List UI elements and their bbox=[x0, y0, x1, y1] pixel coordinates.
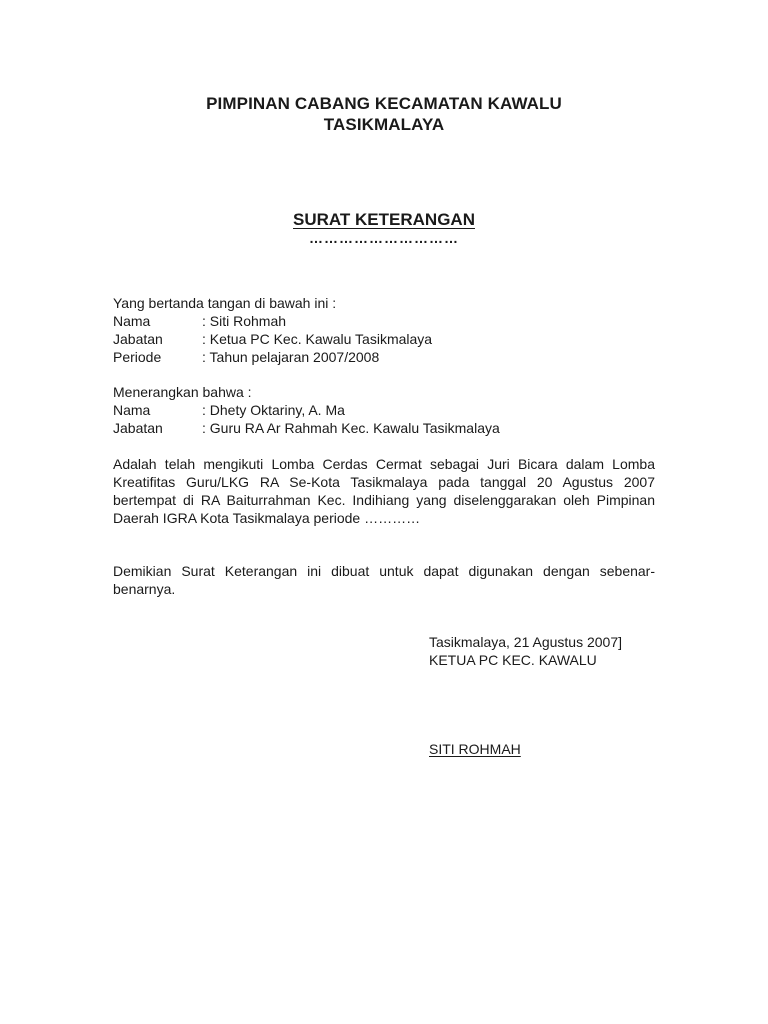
signature-place-date: Tasikmalaya, 21 Agustus 2007] bbox=[429, 634, 623, 650]
field-label: Nama bbox=[113, 313, 151, 329]
body-paragraph-1: Adalah telah mengikuti Lomba Cerdas Cermat sebagai Juri Bicara dalam Lomba Kreatifitas Guru/LKG RA Se-Kota Tasikmalaya pada tanggal 20 Agustus 2007 bertempat di RA Baiturrahman Kec. Indihiang yang diselenggarakan oleh Pimpinan Daerah IGRA Kota Tasikmalaya periode ………… bbox=[113, 456, 655, 526]
subject-position-row bbox=[113, 419, 500, 437]
field-label: Jabatan bbox=[113, 331, 163, 347]
explains-text: Menerangkan bahwa : bbox=[113, 384, 252, 400]
document-number-placeholder: ………………………… bbox=[309, 230, 459, 246]
signer-name-row bbox=[113, 312, 286, 330]
field-value: : Siti Rohmah bbox=[202, 313, 287, 329]
letterhead-line-1: PIMPINAN CABANG KECAMATAN KAWALU bbox=[206, 94, 562, 113]
field-label: Periode bbox=[113, 349, 162, 365]
letterhead-line-2: TASIKMALAYA bbox=[323, 115, 445, 134]
body-paragraph-2: Demikian Surat Keterangan ini dibuat untuk dapat digunakan dengan sebenar-benarnya. bbox=[113, 563, 655, 597]
field-value: : Guru RA Ar Rahmah Kec. Kawalu Tasikmalaya bbox=[202, 420, 500, 436]
signature-position: KETUA PC KEC. KAWALU bbox=[429, 652, 597, 668]
field-value: : Dhety Oktariny, A. Ma bbox=[202, 402, 345, 418]
field-value: : Tahun pelajaran 2007/2008 bbox=[202, 349, 380, 365]
document-title: SURAT KETERANGAN bbox=[293, 210, 475, 229]
intro-text: Yang bertanda tangan di bawah ini : bbox=[113, 295, 337, 311]
subject-name-row bbox=[113, 401, 345, 419]
signature-name: SITI ROHMAH bbox=[429, 741, 521, 757]
letterhead bbox=[0, 93, 768, 135]
field-value: : Ketua PC Kec. Kawalu Tasikmalaya bbox=[202, 331, 433, 347]
field-label: Jabatan bbox=[113, 420, 163, 436]
signer-period-row bbox=[113, 348, 379, 366]
signer-position-row bbox=[113, 330, 432, 348]
field-label: Nama bbox=[113, 402, 151, 418]
document-title-block bbox=[0, 209, 768, 245]
